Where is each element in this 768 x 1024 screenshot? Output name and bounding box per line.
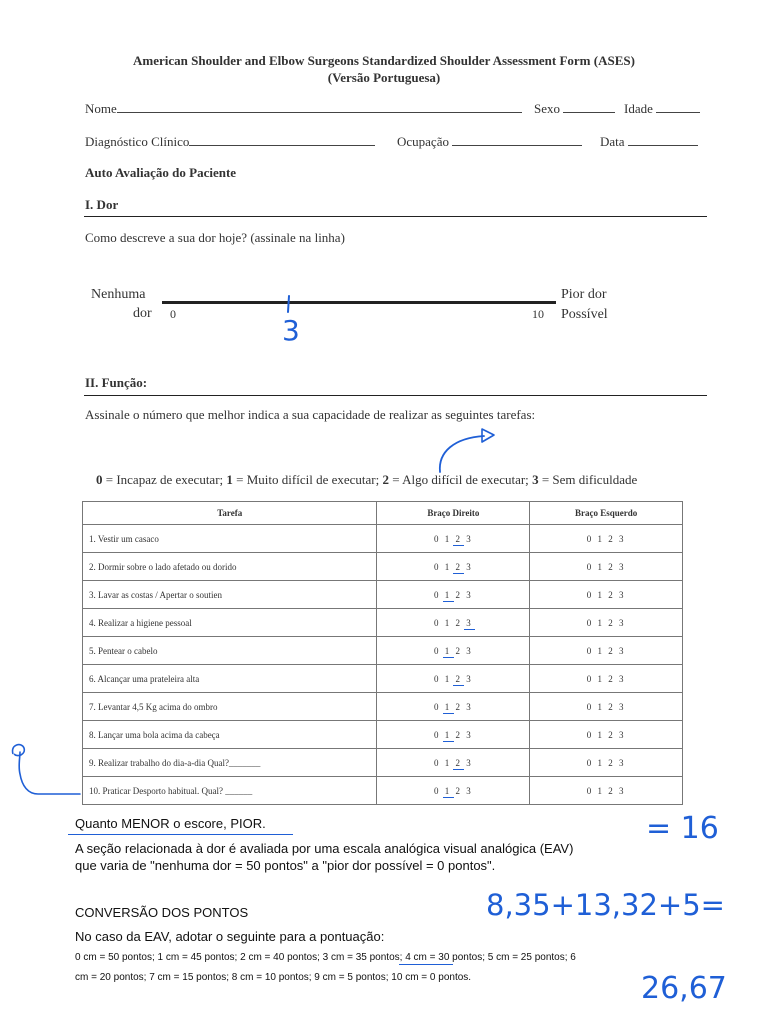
score-option[interactable]: 3 [618, 617, 626, 628]
score-option[interactable]: 1 [444, 589, 452, 600]
score-option[interactable]: 3 [466, 533, 473, 544]
vas-line [162, 301, 556, 304]
conversion-line-2: cm = 20 pontos; 7 cm = 15 pontos; 8 cm = 10 pontos; 9 cm = 5 pontos; 10 cm = 0 pontos. [75, 972, 472, 983]
score-option[interactable]: 3 [618, 589, 626, 600]
handwritten-score-mark [464, 629, 475, 630]
score-option[interactable]: 1 [597, 617, 604, 628]
score-option[interactable]: 2 [608, 645, 615, 656]
score-option[interactable]: 3 [466, 617, 473, 628]
table-body [83, 525, 683, 805]
handwritten-score-mark [443, 797, 454, 798]
table-row [83, 665, 683, 693]
score-option[interactable]: 2 [608, 673, 615, 684]
score-option[interactable]: 2 [608, 729, 615, 740]
score-option[interactable]: 1 [444, 785, 452, 796]
score-option[interactable]: 2 [455, 561, 462, 572]
legend-t0: = Incapaz de executar; [102, 472, 227, 487]
score-direito[interactable] [377, 693, 530, 721]
task-label: 9. Realizar trabalho do dia-a-dia Qual?_______ [83, 749, 377, 777]
vas-right-label-2: Possível [561, 307, 608, 322]
score-esquerdo[interactable] [530, 665, 683, 693]
score-option[interactable]: 0 [433, 617, 441, 628]
table-row [83, 581, 683, 609]
score-option[interactable]: 1 [597, 701, 604, 712]
handwritten-score-mark [443, 741, 454, 742]
score-option[interactable]: 2 [608, 617, 615, 628]
score-option[interactable]: 0 [586, 729, 594, 740]
score-option[interactable]: 1 [444, 673, 452, 684]
score-option[interactable]: 3 [466, 673, 473, 684]
field-sexo [534, 100, 615, 117]
score-option[interactable]: 0 [433, 533, 441, 544]
table-row [83, 721, 683, 749]
score-option[interactable]: 0 [586, 561, 594, 572]
score-option[interactable]: 3 [466, 729, 473, 740]
score-direito[interactable] [377, 665, 530, 693]
score-option[interactable]: 3 [618, 645, 626, 656]
field-idade [624, 100, 700, 117]
score-option[interactable]: 3 [618, 701, 626, 712]
nome-line [117, 100, 522, 113]
score-esquerdo[interactable] [530, 721, 683, 749]
score-option[interactable]: 0 [586, 757, 594, 768]
handwritten-formula: 8,35+13,32+5= [486, 888, 725, 922]
score-option[interactable]: 2 [455, 589, 462, 600]
vas-right-value: 10 [532, 307, 544, 321]
field-ocupacao [397, 133, 582, 150]
vas-left-label-2: dor [133, 306, 152, 321]
conversion-intro: No caso da EAV, adotar o seguinte para a pontuação: [75, 929, 385, 944]
vas-handwritten-value: 3 [282, 314, 300, 347]
field-nome [85, 100, 522, 117]
score-option[interactable]: 0 [586, 701, 594, 712]
score-direito[interactable] [377, 637, 530, 665]
score-option[interactable]: 2 [608, 561, 615, 572]
score-option[interactable]: 3 [618, 673, 626, 684]
score-direito[interactable] [377, 609, 530, 637]
function-table [82, 501, 683, 805]
task-label: 3. Lavar as costas / Apertar o soutien [83, 581, 377, 609]
section-divider-2 [84, 395, 707, 396]
score-option[interactable]: 1 [597, 645, 604, 656]
legend-t1: = Muito difícil de executar; [232, 472, 383, 487]
score-direito[interactable] [377, 749, 530, 777]
sexo-line [563, 100, 615, 113]
idade-line [656, 100, 700, 113]
scale-legend [96, 472, 637, 488]
score-direito[interactable] [377, 525, 530, 553]
score-option[interactable]: 3 [618, 729, 626, 740]
score-option[interactable]: 1 [597, 561, 604, 572]
field-data [600, 133, 698, 150]
score-option[interactable]: 0 [433, 561, 441, 572]
score-option[interactable]: 1 [597, 589, 604, 600]
score-esquerdo[interactable] [530, 693, 683, 721]
dor-heading: I. Dor [85, 197, 119, 212]
score-option[interactable]: 2 [455, 701, 462, 712]
score-option[interactable]: 0 [433, 757, 441, 768]
score-option[interactable]: 3 [466, 701, 473, 712]
score-option[interactable]: 2 [455, 785, 462, 796]
score-option[interactable]: 2 [608, 785, 615, 796]
score-direito[interactable] [377, 777, 530, 805]
score-option[interactable]: 1 [597, 673, 604, 684]
handwritten-score-mark [443, 601, 454, 602]
legend-n0: 0 [96, 472, 103, 487]
score-option[interactable]: 2 [608, 533, 615, 544]
score-option[interactable]: 2 [455, 645, 462, 656]
score-option[interactable]: 3 [618, 561, 626, 572]
score-option[interactable]: 1 [597, 757, 604, 768]
field-ocupacao-label: Ocupação [397, 134, 449, 149]
score-option[interactable]: 3 [466, 785, 473, 796]
header-tarefa: Tarefa [83, 502, 377, 525]
score-option[interactable]: 3 [466, 561, 473, 572]
score-option[interactable]: 0 [433, 645, 441, 656]
score-option[interactable]: 3 [466, 645, 473, 656]
score-option[interactable]: 0 [433, 589, 441, 600]
score-esquerdo[interactable] [530, 637, 683, 665]
score-option[interactable]: 1 [597, 533, 604, 544]
task-label: 1. Vestir um casaco [83, 525, 377, 553]
handwritten-result: 26,67 [641, 971, 727, 1006]
task-label: 4. Realizar a higiene pessoal [83, 609, 377, 637]
vas-left-label-1: Nenhuma [91, 287, 146, 302]
handwritten-score-mark [453, 573, 464, 574]
handwritten-arrow-icon [432, 424, 502, 476]
score-option[interactable]: 0 [586, 673, 594, 684]
score-esquerdo[interactable] [530, 777, 683, 805]
score-option[interactable]: 3 [618, 757, 626, 768]
handwritten-sum: = 16 [646, 811, 719, 846]
conversion-line-1: 0 cm = 50 pontos; 1 cm = 45 pontos; 2 cm = 40 pontos; 3 cm = 35 pontos; 4 cm = 30 pontos; 5 cm = 25 pontos; 6 [75, 952, 576, 963]
score-option[interactable]: 0 [433, 785, 441, 796]
score-option[interactable]: 0 [586, 533, 594, 544]
score-option[interactable]: 1 [444, 701, 452, 712]
table-row [83, 525, 683, 553]
vas-right-label-1: Pior dor [561, 287, 607, 302]
table-row [83, 609, 683, 637]
task-label: 10. Praticar Desporto habitual. Qual? ______ [83, 777, 377, 805]
task-label: 8. Lançar uma bola acima da cabeça [83, 721, 377, 749]
score-option[interactable]: 2 [455, 533, 462, 544]
score-option[interactable]: 0 [586, 785, 594, 796]
score-option[interactable]: 1 [444, 561, 452, 572]
score-option[interactable]: 3 [618, 785, 626, 796]
auto-avaliacao-heading: Auto Avaliação do Paciente [85, 165, 237, 180]
note-lower-is-worse: Quanto MENOR o escore, PIOR. [75, 816, 266, 831]
table-row [83, 693, 683, 721]
vas-left-value: 0 [170, 307, 176, 321]
score-option[interactable]: 2 [608, 701, 615, 712]
score-esquerdo[interactable] [530, 749, 683, 777]
funcao-heading: II. Função: [85, 375, 148, 390]
field-diagnostico-label: Diagnóstico Clínico [85, 134, 190, 149]
table-row [83, 777, 683, 805]
score-esquerdo[interactable] [530, 525, 683, 553]
field-idade-label: Idade [624, 101, 653, 116]
score-option[interactable]: 1 [444, 757, 452, 768]
task-label: 6. Alcançar uma prateleira alta [83, 665, 377, 693]
legend-n1: 1 [226, 472, 233, 487]
handwritten-score-mark [443, 713, 454, 714]
score-option[interactable]: 0 [586, 645, 594, 656]
field-data-label: Data [600, 134, 625, 149]
score-option[interactable]: 3 [618, 533, 626, 544]
handwritten-underline-35 [399, 964, 453, 965]
score-option[interactable]: 2 [608, 589, 615, 600]
header-braco-direito: Braço Direito [377, 502, 530, 525]
score-esquerdo[interactable] [530, 553, 683, 581]
score-esquerdo[interactable] [530, 609, 683, 637]
score-esquerdo[interactable] [530, 581, 683, 609]
score-option[interactable]: 0 [586, 617, 594, 628]
task-label: 5. Pentear o cabelo [83, 637, 377, 665]
form-title: American Shoulder and Elbow Surgeons Standardized Shoulder Assessment Form (ASES) [133, 53, 635, 68]
score-option[interactable]: 1 [597, 729, 604, 740]
score-option[interactable]: 2 [455, 757, 462, 768]
score-option[interactable]: 0 [433, 673, 441, 684]
section-divider [84, 216, 707, 217]
score-option[interactable]: 2 [455, 729, 462, 740]
note-eav-2: que varia de "nenhuma dor = 50 pontos" a "pior dor possível = 0 pontos". [75, 858, 496, 873]
table-row [83, 553, 683, 581]
score-option[interactable]: 2 [455, 617, 462, 628]
score-option[interactable]: 0 [433, 701, 441, 712]
data-line [628, 133, 698, 146]
score-option[interactable]: 0 [433, 729, 441, 740]
legend-n2: 2 [382, 472, 389, 487]
table-row [83, 749, 683, 777]
handwritten-score-mark [443, 657, 454, 658]
field-nome-label: Nome [85, 101, 117, 116]
legend-t3: = Sem dificuldade [538, 472, 638, 487]
funcao-instruction: Assinale o número que melhor indica a sua capacidade de realizar as seguintes tarefas: [85, 407, 536, 422]
note-eav-1: A seção relacionada à dor é avaliada por uma escala analógica visual analógica (EAV) [75, 841, 574, 856]
score-direito[interactable] [377, 553, 530, 581]
handwritten-score-mark [453, 545, 464, 546]
task-label: 2. Dormir sobre o lado afetado ou dorido [83, 553, 377, 581]
score-option[interactable]: 1 [444, 617, 452, 628]
score-option[interactable]: 1 [597, 785, 604, 796]
score-direito[interactable] [377, 581, 530, 609]
legend-t2: = Algo difícil de executar; [388, 472, 533, 487]
handwritten-underline [68, 834, 293, 835]
score-direito[interactable] [377, 721, 530, 749]
field-sexo-label: Sexo [534, 101, 560, 116]
score-option[interactable]: 2 [608, 757, 615, 768]
conversion-title: CONVERSÃO DOS PONTOS [75, 905, 249, 920]
score-option[interactable]: 1 [444, 729, 452, 740]
diagnostico-line [189, 133, 375, 146]
table-row [83, 637, 683, 665]
score-option[interactable]: 0 [586, 589, 594, 600]
dor-question: Como descreve a sua dor hoje? (assinale na linha) [85, 230, 345, 245]
legend-n3: 3 [532, 472, 539, 487]
score-option[interactable]: 3 [466, 589, 473, 600]
ocupacao-line [452, 133, 582, 146]
score-option[interactable]: 1 [444, 533, 452, 544]
score-option[interactable]: 3 [466, 757, 473, 768]
score-option[interactable]: 2 [455, 673, 462, 684]
score-option[interactable]: 1 [444, 645, 452, 656]
handwritten-score-mark [453, 685, 464, 686]
handwritten-score-mark [453, 769, 464, 770]
table-header-row [83, 502, 683, 525]
handwritten-hook-icon [4, 740, 86, 800]
task-label: 7. Levantar 4,5 Kg acima do ombro [83, 693, 377, 721]
field-diagnostico [85, 133, 375, 150]
header-braco-esquerdo: Braço Esquerdo [530, 502, 683, 525]
form-subtitle: (Versão Portuguesa) [327, 70, 441, 85]
